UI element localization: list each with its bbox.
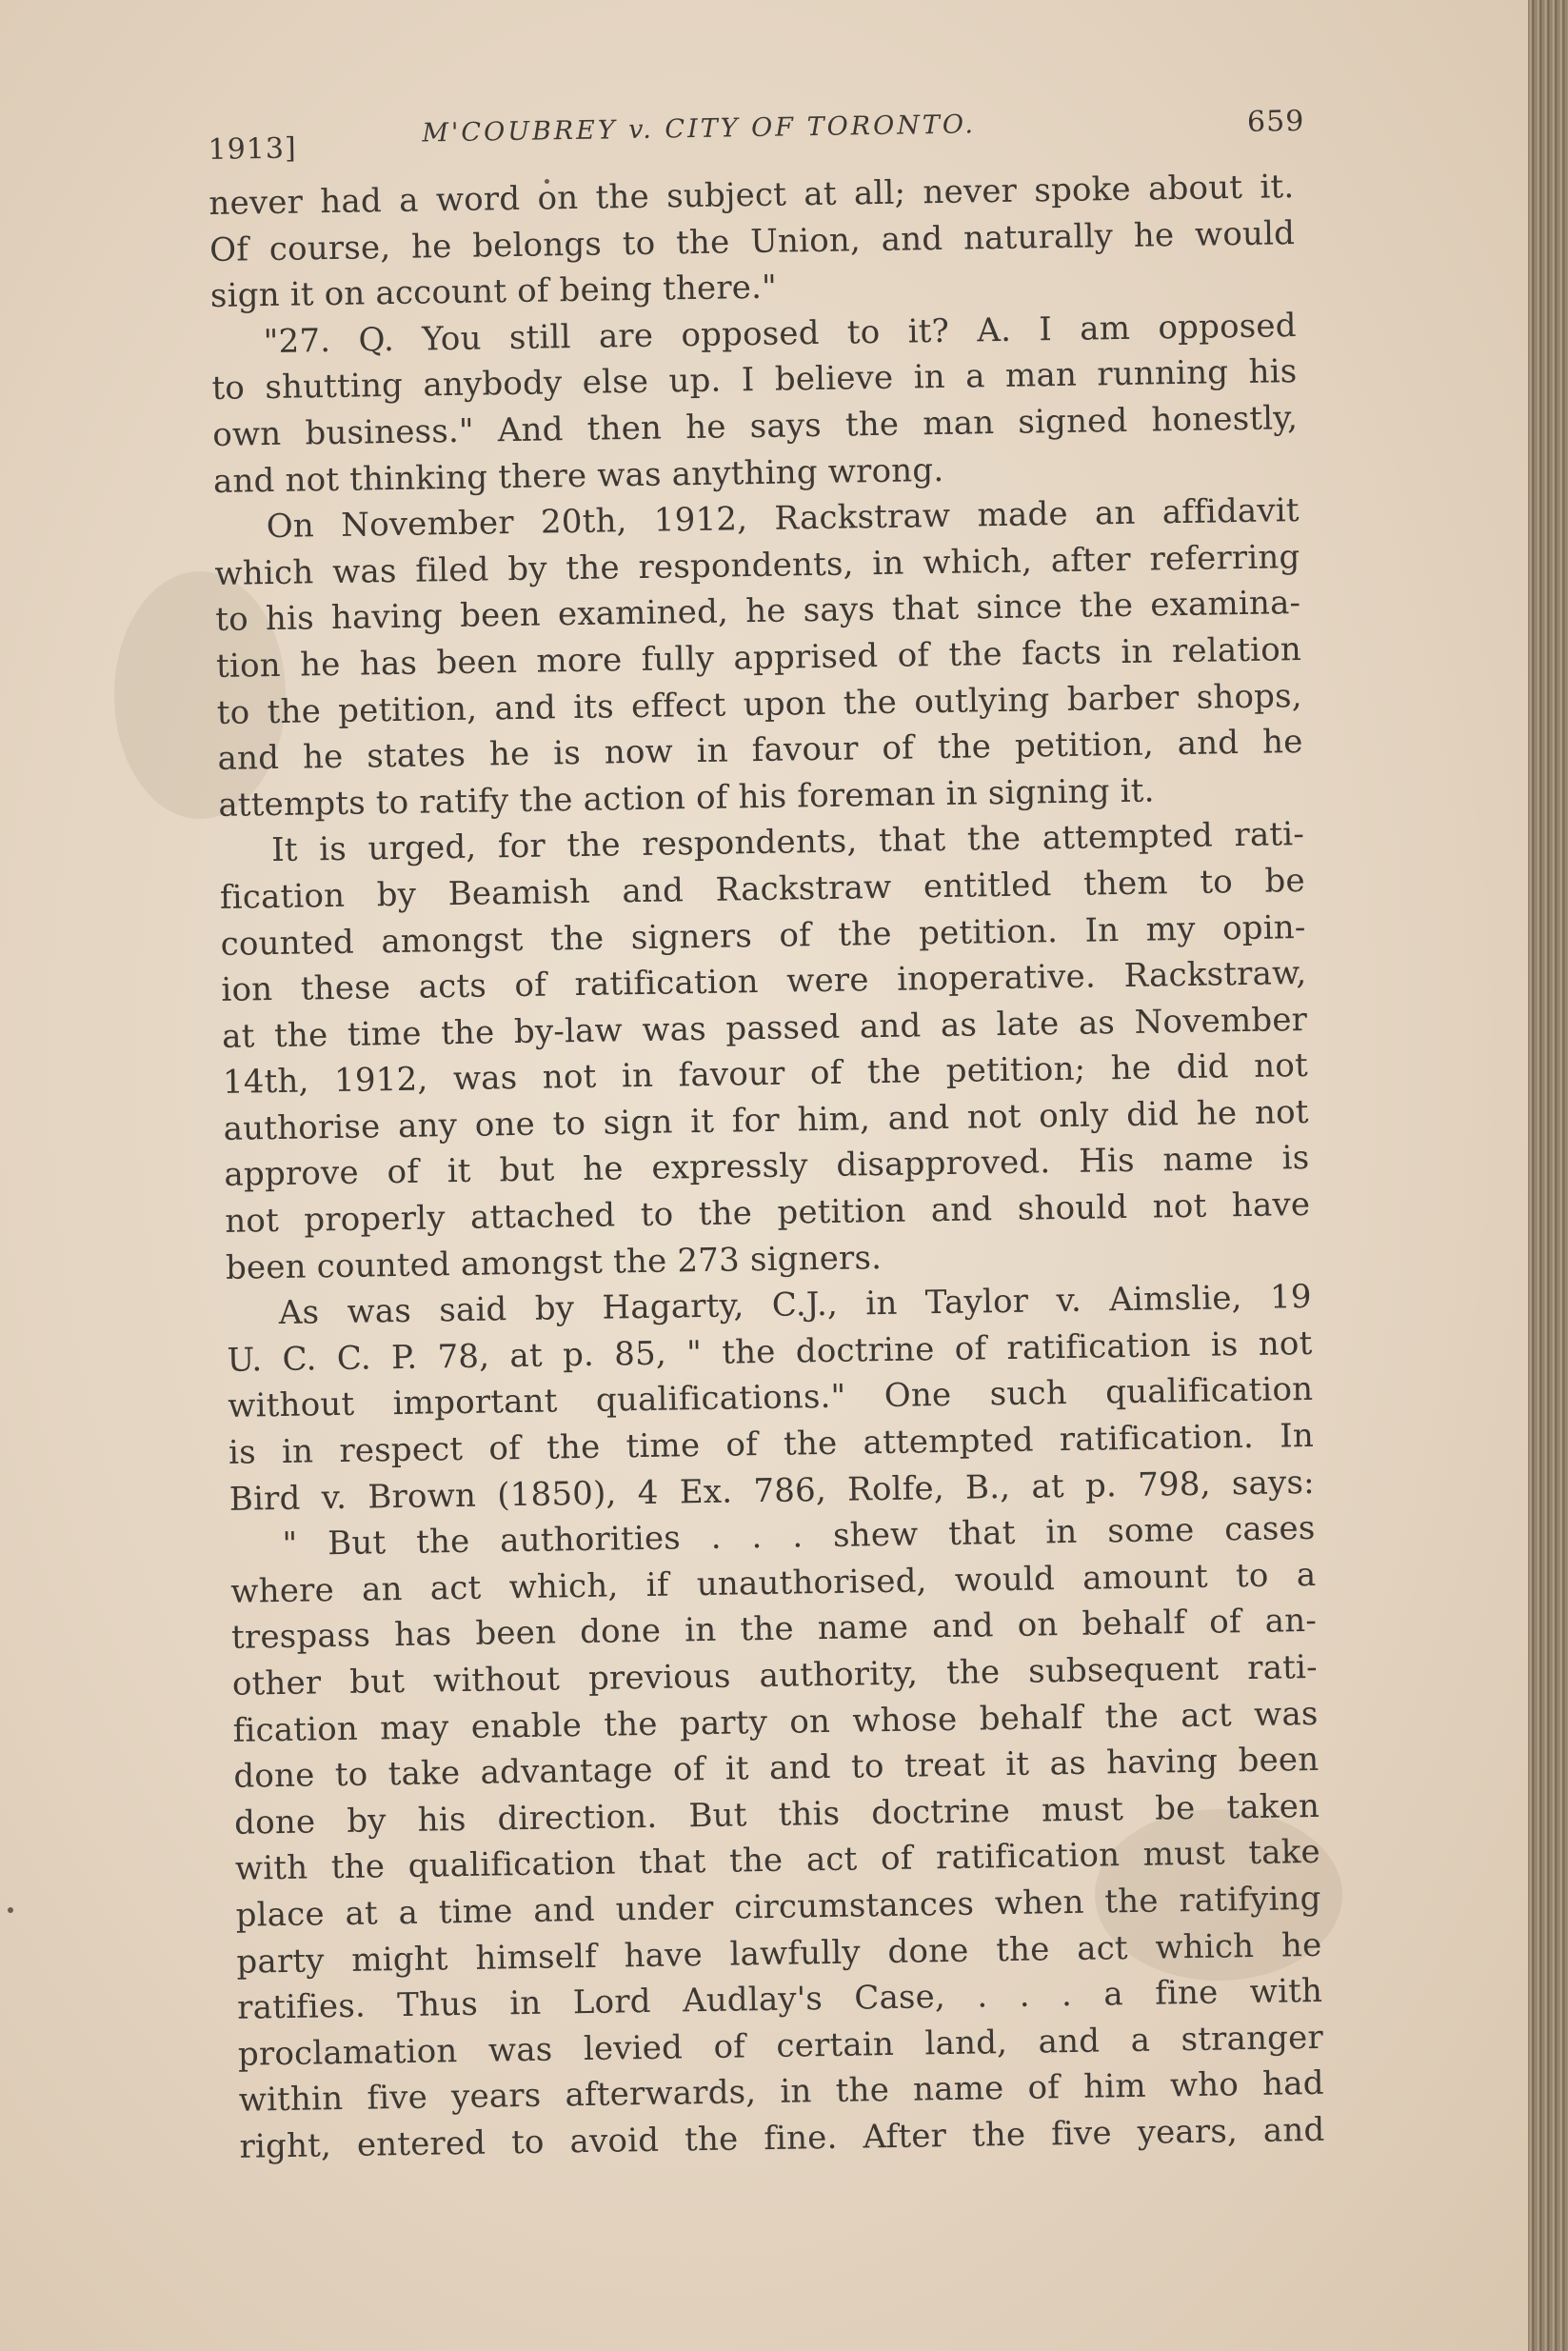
text-line: not properly attached to the petition and should not have [224,1185,1311,1241]
text-line: been counted amongst the 273 signers. [225,1238,883,1287]
text-line: tion he has been more fully apprised of the facts in relation [215,629,1302,686]
text-line: right, entered to avoid the fine. After the five years, and [239,2110,1325,2166]
text-line: It is urged, for the respondents, that the attempted rati- [270,815,1305,870]
text-line: "27. Q. You still are opposed to it? A. I am opposed [263,306,1297,361]
text-line: " But the authorities . . . shew that in some cases [282,1509,1316,1564]
text-line: ratifies. Thus in Lord Audlay's Case, . . . a fine with [236,1972,1323,2027]
page-content [208,97,1325,2170]
text-line: with the qualification that the act of ratification must take [234,1833,1321,1889]
text-line: fication may enable the party on whose behalf the act was [232,1694,1319,1750]
text-line: is in respect of the time of the attempted ratification. In [228,1416,1315,1472]
paragraph [208,164,1296,320]
text-line: where an act which, if unauthorised, would amount to a [230,1555,1317,1611]
text-line: other but without previous authority, the subsequent rati- [231,1647,1319,1703]
running-head-title: M'COUBREY v. CITY OF TORONTO. [422,110,977,149]
text-line: to his having been examined, he says that since the examina- [215,584,1301,640]
quoted-paragraph [229,1505,1325,2170]
text-line: without important qualifications." One such qualification [228,1370,1314,1426]
text-line: own business." And then he says the man signed honestly, [211,399,1299,454]
text-line: within five years afterwards, in the name of him who had [238,2064,1324,2121]
text-line: party might himself have lawfully done the act which he [236,1925,1322,1982]
text-line: sign it on account of being there." [209,268,778,316]
page-number: 659 [1246,104,1305,139]
text-line: counted amongst the signers of the petition. In my opin- [220,907,1306,964]
text-line: and not thinking there was anything wrong. [212,450,944,501]
ink-speck [8,1907,13,1913]
text-line: U. C. C. P. 78, at p. 85, " the doctrine of ratification is not [227,1324,1313,1380]
text-line: trespass has been done in the name and on behalf of an- [230,1602,1318,1658]
text-line: and he states he is now in favour of the petition, and he [217,723,1303,779]
paragraph [213,488,1303,828]
text-line: attempts to ratify the action of his foreman in signing it. [218,771,1155,825]
text-line: at the time the by-law was passed and as late as November [221,1000,1308,1056]
text-line: done to take advantage of it and to treat it as having been [233,1741,1320,1796]
text-line: proclamation was levied of certain land, and a stranger [237,2018,1324,2074]
text-line: never had a word on the subject at all; never spoke about it. [208,168,1295,223]
running-head-year: 1913] [208,131,297,167]
text-line: which was filed by the respondents, in which, after referring [214,537,1300,593]
text-line: Of course, he belongs to the Union, and naturally he would [208,213,1296,269]
paragraph [219,811,1311,1291]
text-line: On November 20th, 1912, Rackstraw made an affidavit [266,491,1300,547]
text-line: to shutting anybody else up. I believe in a man running his [211,352,1298,408]
text-line: As was said by Hagarty, C.J., in Taylor v. Aimslie, 19 [278,1278,1312,1333]
paragraph [210,303,1299,505]
text-line: to the petition, and its effect upon the outlying barber shops, [216,676,1303,732]
text-line: ion these acts of ratification were inoperative. Rackstraw, [221,954,1307,1009]
text-line: fication by Beamish and Rackstraw entitled them to be [219,861,1306,917]
paragraph [226,1274,1315,1523]
text-line: authorise any one to sign it for him, and not only did he not [223,1092,1309,1148]
text-line: place at a time and under circumstances when the ratifying [235,1879,1321,1935]
text-line: done by his direction. But this doctrine must be taken [233,1786,1320,1843]
text-line: approve of it but he expressly disapproved. His name is [224,1139,1310,1195]
book-page-edges [1528,0,1568,2351]
text-line: Bird v. Brown (1850), 4 Ex. 786, Rolfe, B., at p. 798, says: [228,1463,1316,1519]
text-line: 14th, 1912, was not in favour of the petition; he did not [222,1046,1309,1103]
